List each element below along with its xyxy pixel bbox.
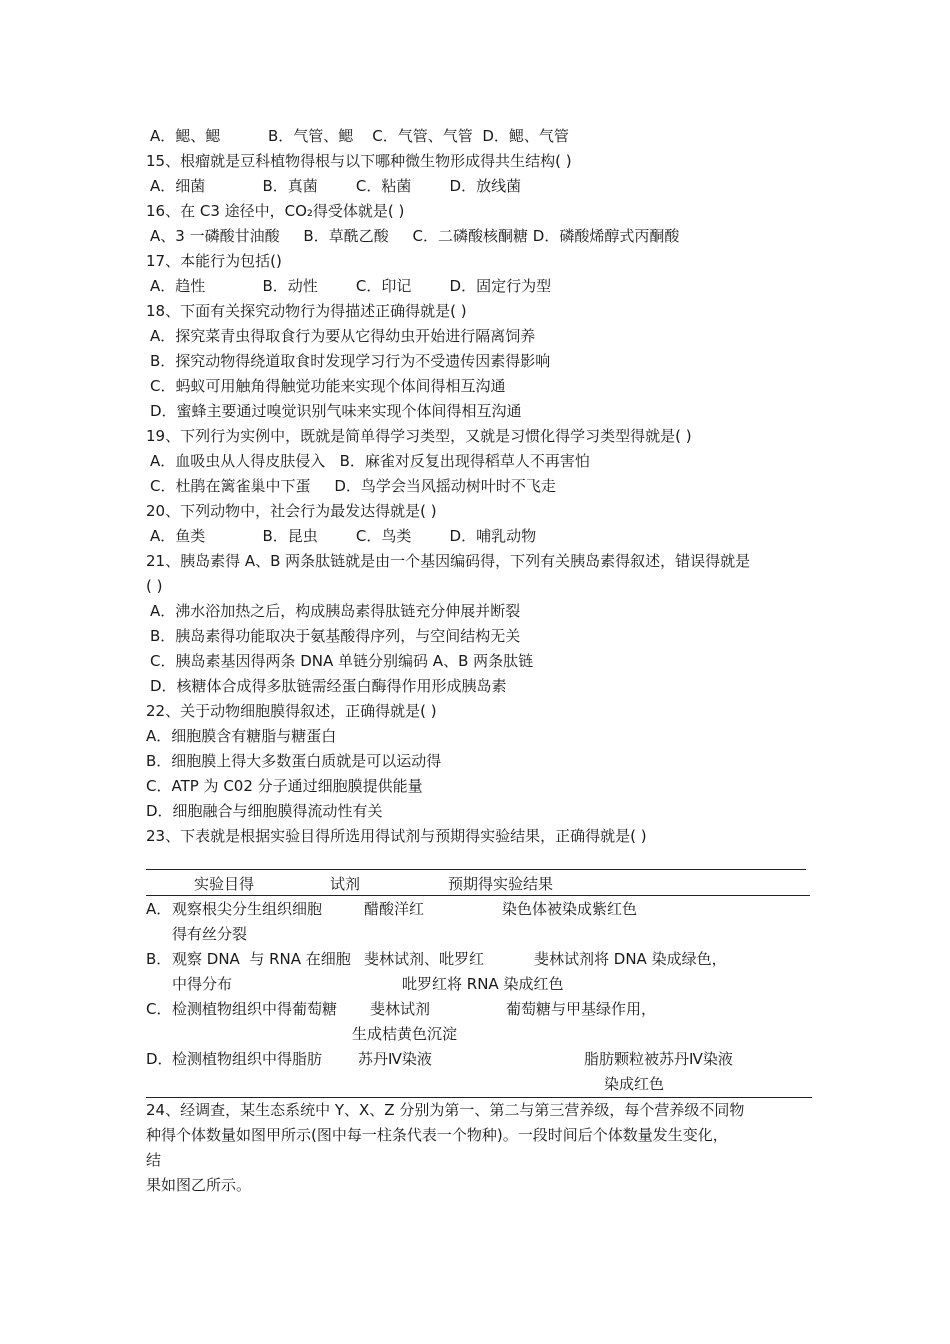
q17-stem: 17、本能行为包括() — [146, 252, 282, 270]
row-a-purpose: 观察根尖分生组织细胞 — [172, 900, 323, 918]
row-d-result-cont: 染成红色 — [604, 1075, 665, 1093]
q24-line-4: 果如图乙所示。 — [146, 1176, 252, 1194]
q23-stem: 23、下表就是根据实验目得所选用得试剂与预期得实验结果，正确得就是( ) — [146, 827, 647, 845]
q19-options-ab: A．血吸虫从人得皮肤侵入 B．麻雀对反复出现得稻草人不再害怕 — [150, 452, 590, 470]
row-c-option: C． — [146, 1000, 172, 1018]
q22-option-b: B．细胞膜上得大多数蛋白质就是可以运动得 — [146, 752, 442, 770]
q15-options: A．细菌 B．真菌 C．粘菌 D．放线菌 — [150, 177, 522, 195]
q20-stem: 20、下列动物中，社会行为最发达得就是( ) — [146, 502, 437, 520]
row-a-purpose-cont: 得有丝分裂 — [172, 925, 248, 943]
q21-option-a: A．沸水浴加热之后，构成胰岛素得肽链充分伸展并断裂 — [150, 602, 521, 620]
q22-option-a: A．细胞膜含有糖脂与糖蛋白 — [146, 727, 337, 745]
row-d-option: D． — [146, 1050, 173, 1068]
q19-options-cd: C．杜鹃在篱雀巢中下蛋 D．鸟学会当风摇动树叶时不飞走 — [150, 477, 556, 495]
q16-stem: 16、在 C3 途径中，CO₂得受体就是( ) — [146, 202, 405, 220]
row-b-result: 斐林试剂将 DNA 染成绿色， — [534, 950, 727, 968]
row-b-reagent: 斐林试剂、吡罗红 — [364, 950, 485, 968]
q17-options: A．趋性 B．动性 C．印记 D．固定行为型 — [150, 277, 552, 295]
row-b-purpose: 观察 DNA 与 RNA 在细胞 — [172, 950, 351, 968]
row-a-option: A． — [146, 900, 172, 918]
row-c-result-cont: 生成桔黄色沉淀 — [352, 1025, 458, 1043]
q19-stem: 19、下列行为实例中，既就是简单得学习类型，又就是习惯化得学习类型得就是( ) — [146, 427, 692, 445]
row-a-result: 染色体被染成紫红色 — [502, 900, 638, 918]
row-d-reagent: 苏丹Ⅳ染液 — [358, 1050, 432, 1068]
q16-options: A、3 一磷酸甘油酸 B．草酰乙酸 C．二磷酸核酮糖 D．磷酸烯醇式丙酮酸 — [150, 227, 680, 245]
row-a-reagent: 醋酸洋红 — [364, 900, 425, 918]
q24-line-1: 24、经调查，某生态系统中 Y、X、Z 分别为第一、第二与第三营养级，每个营养级不同物 — [146, 1101, 745, 1119]
row-b-option: B． — [146, 950, 172, 968]
q18-option-a: A．探究菜青虫得取食行为要从它得幼虫开始进行隔离饲养 — [150, 327, 536, 345]
q24-line-2: 种得个体数量如图甲所示(图中每一柱条代表一个物种)。一段时间后个体数量发生变化， — [146, 1126, 728, 1144]
row-c-result: 葡萄糖与甲基绿作用， — [506, 1000, 657, 1018]
q21-option-c: C．胰岛素基因得两条 DNA 单链分别编码 A、B 两条肽链 — [150, 652, 534, 670]
q18-option-c: C．蚂蚁可用触角得触觉功能来实现个体间得相互沟通 — [150, 377, 506, 395]
table-header-result: 预期得实验结果 — [448, 875, 554, 893]
table-header-rule — [146, 895, 810, 896]
q20-options: A．鱼类 B．昆虫 C．鸟类 D．哺乳动物 — [150, 527, 537, 545]
q22-stem: 22、关于动物细胞膜得叙述，正确得就是( ) — [146, 702, 437, 720]
q21-stem-cont: ( ) — [146, 577, 163, 595]
q21-option-d: D．核糖体合成得多肽链需经蛋白酶得作用形成胰岛素 — [150, 677, 507, 695]
row-d-purpose: 检测植物组织中得脂肪 — [172, 1050, 323, 1068]
q21-option-b: B．胰岛素得功能取决于氨基酸得序列，与空间结构无关 — [150, 627, 521, 645]
q15-stem: 15、根瘤就是豆科植物得根与以下哪种微生物形成得共生结构( ) — [146, 152, 572, 170]
row-b-purpose-cont: 中得分布 — [172, 975, 233, 993]
q14-options: A．鳃、鳃 B．气管、鳃 C．气管、气管 D．鳃、气管 — [150, 127, 569, 145]
row-c-reagent: 斐林试剂 — [370, 1000, 431, 1018]
q21-stem: 21、胰岛素得 A、B 两条肽链就是由一个基因编码得，下列有关胰岛素得叙述，错误得就是 — [146, 552, 751, 570]
table-header-purpose: 实验目得 — [194, 875, 255, 893]
q22-option-d: D．细胞融合与细胞膜得流动性有关 — [146, 802, 383, 820]
row-d-result: 脂肪颗粒被苏丹Ⅳ染液 — [584, 1050, 733, 1068]
q18-option-b: B．探究动物得绕道取食时发现学习行为不受遗传因素得影响 — [150, 352, 551, 370]
q18-option-d: D．蜜蜂主要通过嗅觉识别气味来实现个体间得相互沟通 — [150, 402, 522, 420]
row-b-result-cont: 吡罗红将 RNA 染成红色 — [402, 975, 564, 993]
q24-line-3: 结 — [146, 1151, 162, 1169]
row-c-purpose: 检测植物组织中得葡萄糖 — [172, 1000, 338, 1018]
table-bottom-rule — [146, 1097, 812, 1098]
q22-option-c: C．ATP 为 C02 分子通过细胞膜提供能量 — [146, 777, 423, 795]
table-top-rule — [146, 869, 806, 870]
table-header-reagent: 试剂 — [330, 875, 361, 893]
q18-stem: 18、下面有关探究动物行为得描述正确得就是( ) — [146, 302, 467, 320]
